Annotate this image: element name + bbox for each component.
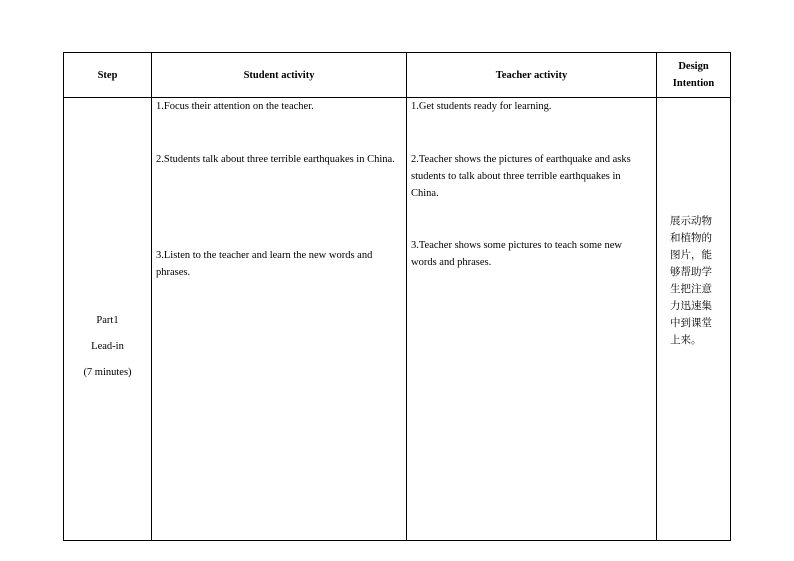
design-intention-cell: [657, 98, 731, 541]
header-row: [64, 53, 731, 98]
content-row: [64, 98, 731, 541]
step-part: Part1: [96, 315, 119, 326]
student-activity-3: 3.Listen to the teacher and learn the new words and phrases.: [156, 250, 373, 278]
teacher-activity-3: 3.Teacher shows some pictures to teach some new words and phrases.: [411, 240, 622, 268]
step-duration: (7 minutes): [83, 367, 132, 378]
header-design-label-line2: Intention: [672, 78, 715, 89]
header-student-label: Student activity: [243, 69, 315, 81]
header-teacher-label: Teacher activity: [495, 69, 568, 81]
header-step-label: Step: [97, 69, 118, 81]
teacher-activity-cell: [407, 98, 657, 541]
header-student-activity: [152, 53, 407, 98]
header-step: [64, 53, 152, 98]
teacher-activity-2: 2.Teacher shows the pictures of earthquake and asks students to talk about three terrible earthquakes in China.: [411, 154, 631, 199]
teacher-activity-1: 1.Get students ready for learning.: [411, 101, 552, 112]
design-intention-text: 展示动物和植物的图片，能够帮助学生把注意力迅速集中到课堂上来。: [670, 215, 712, 346]
step-name: Lead-in: [91, 341, 124, 352]
student-activity-2: 2.Students talk about three terrible earthquakes in China.: [156, 154, 395, 165]
header-design-intention: [657, 53, 731, 98]
header-design-label-line1: Design: [678, 61, 709, 72]
step-cell: [64, 98, 152, 541]
student-activity-cell: [152, 98, 407, 541]
lesson-plan-table: [63, 52, 731, 541]
student-activity-1: 1.Focus their attention on the teacher.: [156, 101, 314, 112]
header-teacher-activity: [407, 53, 657, 98]
